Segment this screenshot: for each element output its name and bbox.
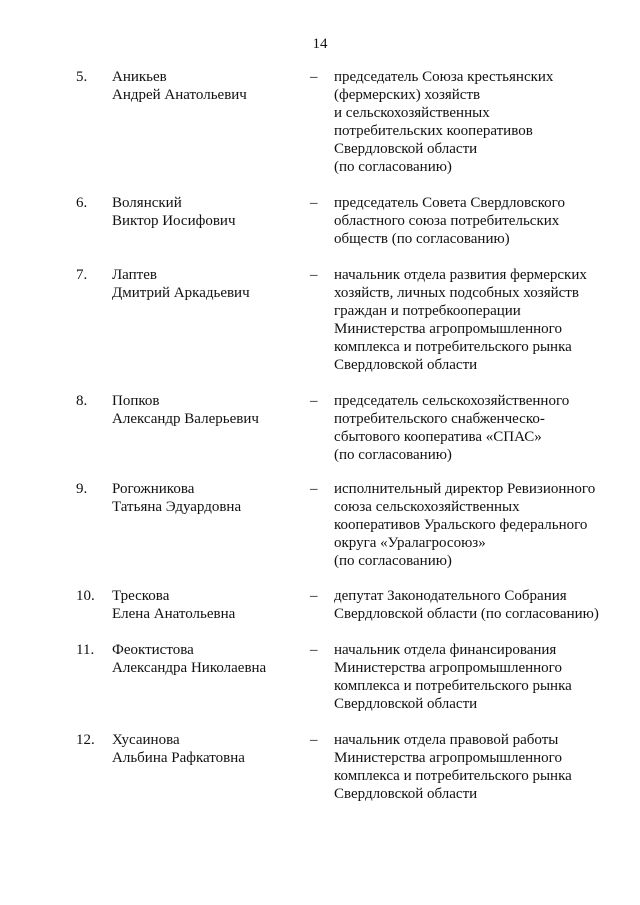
position-line: начальник отдела развития фермерских (334, 267, 587, 283)
position-line: (по согласованию) (334, 159, 452, 175)
member-given-names: Дмитрий Аркадьевич (112, 285, 250, 301)
member-name (112, 641, 302, 677)
position-line: начальник отдела финансирования (334, 642, 557, 658)
member-given-names: Виктор Иосифович (112, 213, 236, 229)
position-line: Министерства агропромышленного (334, 750, 562, 766)
member-name (112, 194, 302, 230)
member-position (334, 587, 624, 623)
member-surname: Волянский (112, 195, 182, 211)
position-line: начальник отдела правовой работы (334, 732, 559, 748)
position-line: комплекса и потребительского рынка (334, 768, 572, 784)
position-line: председатель сельскохозяйственного (334, 393, 570, 409)
entry-number: 12. (76, 732, 95, 748)
member-name (112, 392, 302, 428)
position-line: потребительских кооперативов (334, 123, 533, 139)
position-line: комплекса и потребительского рынка (334, 678, 572, 694)
member-position (334, 194, 624, 248)
entry-number: 6. (76, 195, 88, 211)
position-line: Министерства агропромышленного (334, 321, 562, 337)
position-line: граждан и потребкооперации (334, 303, 521, 319)
member-position (334, 266, 624, 374)
position-line: Министерства агропромышленного (334, 660, 562, 676)
entry-number: 5. (76, 69, 88, 85)
entry-dash: – (310, 481, 318, 497)
entry-dash: – (310, 267, 318, 283)
member-name (112, 587, 302, 623)
member-given-names: Татьяна Эдуардовна (112, 499, 242, 515)
entry-number: 9. (76, 481, 88, 497)
position-line: (по согласованию) (334, 553, 452, 569)
entry-dash: – (310, 642, 318, 658)
position-line: (фермерских) хозяйств (334, 87, 481, 103)
member-position (334, 68, 624, 176)
member-surname: Феоктистова (112, 642, 194, 658)
member-surname: Аникьев (112, 69, 167, 85)
position-line: (по согласованию) (334, 447, 452, 463)
position-line: председатель Союза крестьянских (334, 69, 554, 85)
entry-dash: – (310, 732, 318, 748)
position-line: сбытового кооператива «СПАС» (334, 429, 542, 445)
position-line: Свердловской области (334, 357, 478, 373)
entry-number: 11. (76, 642, 95, 658)
member-given-names: Александра Николаевна (112, 660, 267, 676)
position-line: председатель Совета Свердловского (334, 195, 565, 211)
member-position (334, 392, 624, 464)
position-line: обществ (по согласованию) (334, 231, 510, 247)
member-name (112, 68, 302, 104)
member-name (112, 266, 302, 302)
entry-number: 10. (76, 588, 95, 604)
entry-dash: – (310, 195, 318, 211)
position-line: хозяйств, личных подсобных хозяйств (334, 285, 579, 301)
member-given-names: Александр Валерьевич (112, 411, 259, 427)
member-given-names: Елена Анатольевна (112, 606, 236, 622)
position-line: Свердловской области (334, 696, 478, 712)
position-line: Свердловской области (по согласованию) (334, 606, 599, 622)
position-line: Свердловской области (334, 141, 478, 157)
entry-number: 8. (76, 393, 88, 409)
entry-dash: – (310, 588, 318, 604)
member-surname: Лаптев (112, 267, 157, 283)
entry-number: 7. (76, 267, 88, 283)
member-surname: Рогожникова (112, 481, 195, 497)
member-name (112, 731, 302, 767)
position-line: кооперативов Уральского федерального (334, 517, 588, 533)
member-surname: Хусаинова (112, 732, 180, 748)
entry-dash: – (310, 69, 318, 85)
entry-dash: – (310, 393, 318, 409)
position-line: комплекса и потребительского рынка (334, 339, 572, 355)
position-line: депутат Законодательного Собрания (334, 588, 567, 604)
member-name (112, 480, 302, 516)
position-line: округа «Уралагросоюз» (334, 535, 486, 551)
page-number: 14 (312, 36, 328, 52)
member-position (334, 731, 624, 803)
member-given-names: Альбина Рафкатовна (112, 750, 245, 766)
position-line: областного союза потребительских (334, 213, 560, 229)
member-given-names: Андрей Анатольевич (112, 87, 247, 103)
member-surname: Трескова (112, 588, 170, 604)
member-position (334, 480, 624, 570)
member-surname: Попков (112, 393, 160, 409)
position-line: и сельскохозяйственных (334, 105, 490, 121)
position-line: исполнительный директор Ревизионного (334, 481, 596, 497)
member-position (334, 641, 624, 713)
position-line: потребительского снабженческо- (334, 411, 545, 427)
position-line: союза сельскохозяйственных (334, 499, 520, 515)
position-line: Свердловской области (334, 786, 478, 802)
